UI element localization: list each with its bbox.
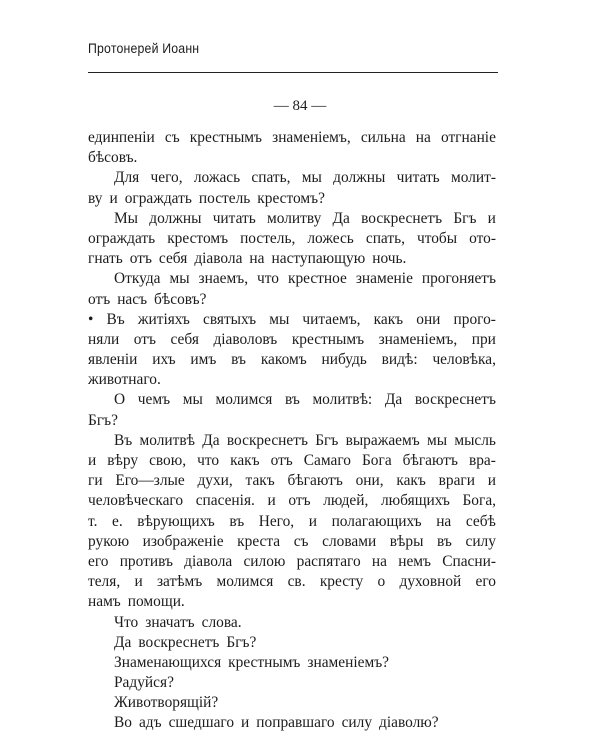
header-rule	[88, 72, 498, 73]
body-text	[88, 128, 496, 734]
text-line: Животворящій?	[114, 694, 219, 712]
text-line: бѣсовъ.	[88, 149, 138, 167]
text-line: Во адъ сшедшаго и поправшаго силу діаволю?	[114, 714, 439, 732]
text-line: его противъ діавола силою распятаго на немъ Спасни-	[88, 552, 496, 570]
text-line: явленіи ихъ имъ въ какомъ нибудь видѣ: человѣка,	[88, 351, 496, 369]
page-number: — 84 —	[273, 98, 327, 114]
text-line: Бгъ?	[88, 411, 118, 429]
text-line: Знаменающихся крестнымъ знаменіемъ?	[114, 653, 389, 671]
text-line: и вѣру свою, что какъ отъ Самаго Бога бѣгаютъ вра-	[88, 452, 496, 469]
text-line: т. е. вѣрующихъ въ Него, и полагающихъ на себѣ	[88, 512, 496, 530]
text-line: Мы должны читать молитву Да воскреснетъ Бгъ и	[114, 209, 496, 227]
text-line: намъ помощи.	[88, 593, 185, 611]
text-line: ву и ограждать постель крестомъ?	[88, 189, 325, 207]
text-line: отъ насъ бѣсовъ?	[88, 290, 207, 308]
text-line: Что значатъ слова.	[114, 613, 242, 631]
text-line: Да воскреснетъ Бгъ?	[114, 633, 257, 651]
text-line: няли отъ себя діаволовъ крестнымъ знаменіемъ, при	[88, 330, 496, 348]
text-line: человѣческаго спасенія. и отъ людей, любящихъ Бога,	[88, 492, 496, 510]
text-line: Откуда мы знаемъ, что крестное знаменіе прогоняетъ	[114, 270, 496, 288]
running-head: Протонерей Иоанн	[88, 40, 200, 56]
text-line: Радуйся?	[114, 674, 174, 692]
text-line: Для чего, ложась спать, мы должны читать молит-	[114, 169, 496, 187]
text-line: • Въ житіяхъ святыхъ мы читаемъ, какъ они прого-	[88, 310, 496, 328]
text-line: рукою изображеніе креста съ словами вѣры въ силу	[88, 532, 496, 550]
text-line: теля, и затѣмъ молимся св. кресту о духовной его	[88, 573, 496, 591]
text-line: ограждать крестомъ постель, ложесь спать, чтобы ото-	[88, 229, 496, 247]
text-line: ги Его—злые духи, такъ бѣгаютъ они, какъ враги и	[88, 472, 496, 490]
text-line: животнаго.	[88, 371, 161, 389]
text-line: единпеніи съ крестнымъ знаменіемъ, сильна на отгнаніе	[88, 129, 496, 146]
text-line: Въ молитвѣ Да воскреснетъ Бгъ выражаемъ мы мысль	[114, 431, 496, 449]
text-line: О чемъ мы молимся въ молитвѣ: Да воскреснетъ	[114, 391, 496, 409]
text-line: гнать отъ себя діавола на наступающую ночь.	[88, 250, 407, 268]
